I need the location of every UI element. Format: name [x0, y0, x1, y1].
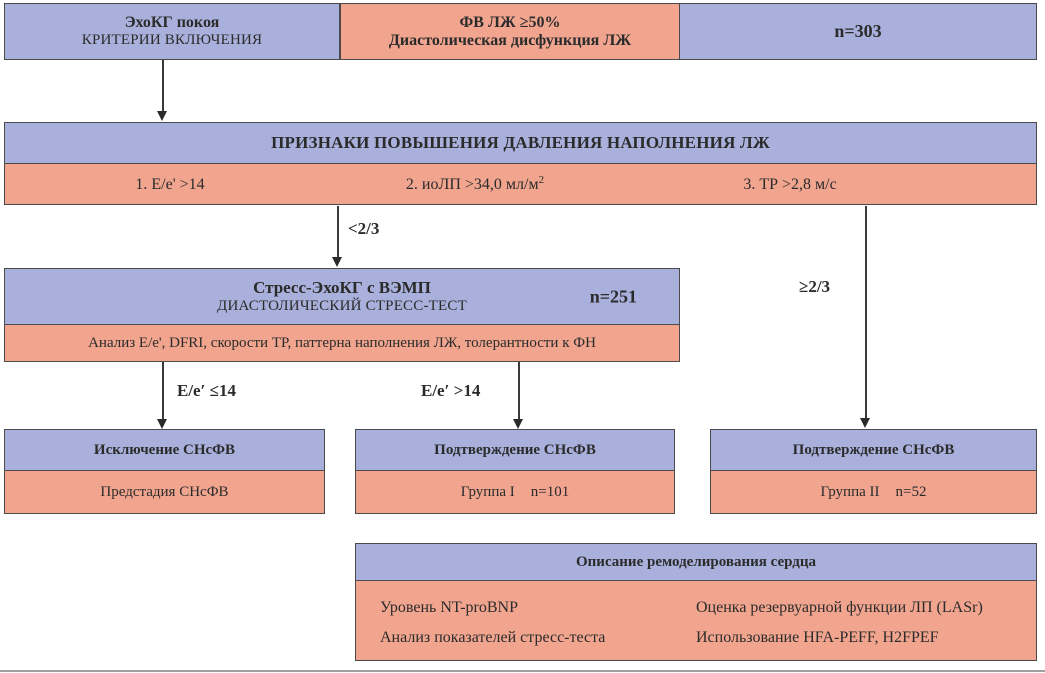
group2-header: Подтверждение СНсФВ [711, 430, 1036, 470]
stress-n-value: n=251 [589, 286, 637, 306]
inclusion-line2: КРИТЕРИИ ВКЛЮЧЕНИЯ [81, 32, 263, 48]
remodeling-item-stress-analysis: Анализ показателей стресс-теста [380, 629, 606, 646]
ef-line1: ФВ ЛЖ ≥50% [459, 13, 561, 31]
criterion-3: 3. ТР >2,8 м/с [743, 176, 837, 194]
ef-line2: Диастолическая дисфункция ЛЖ [388, 31, 632, 49]
label-ge23: ≥2/3 [799, 277, 831, 296]
box-filling-pressure-signs [4, 122, 1037, 205]
group1-header: Подтверждение СНсФВ [356, 430, 674, 470]
arrow-ge23-head [860, 418, 870, 428]
box-group2 [710, 429, 1037, 514]
box-n-total [679, 3, 1037, 60]
remodeling-item-lasr: Оценка резервуарной функции ЛП (LASr) [696, 599, 983, 616]
remodeling-title: Описание ремоделирования сердца [356, 544, 1036, 580]
arrow-le14-head [157, 419, 167, 429]
arrow-ge23-line [865, 206, 867, 419]
box-exclusion [4, 429, 325, 514]
box-stress-echo [4, 268, 680, 362]
bottom-divider [0, 670, 1045, 672]
arrow-inclusion-to-signs-head [157, 111, 167, 121]
inclusion-line1: ЭхоКГ покоя [124, 14, 220, 31]
box-remodeling [355, 543, 1037, 661]
exclusion-header: Исключение СНсФВ [5, 430, 324, 470]
group2-label: Группа II [820, 483, 880, 500]
stress-line2: ДИАСТОЛИЧЕСКИЙ СТРЕСС-ТЕСТ [217, 298, 467, 314]
criterion-1: 1. E/e' >14 [135, 176, 205, 194]
remodeling-item-scores: Использование HFA-PEFF, H2FPEF [696, 629, 939, 646]
remodeling-right-column [696, 593, 983, 653]
n-total-value: n=303 [834, 21, 882, 41]
box-group1 [355, 429, 675, 514]
criterion-2: 2. иоЛП >34,0 $мл/м^2$ [405, 173, 545, 194]
group1-label: Группа I [460, 483, 515, 500]
arrow-lt23-head [332, 257, 342, 267]
arrow-gt14-line [518, 362, 520, 421]
arrow-inclusion-to-signs-line [162, 60, 164, 112]
label-lt23: <2/3 [348, 219, 380, 238]
remodeling-item-ntprobnp: Уровень NT-proBNP [380, 599, 518, 616]
box-inclusion-criteria [4, 3, 340, 60]
remodeling-left-column [380, 593, 696, 653]
stress-analysis-text: Анализ E/e', DFRI, скорости ТР, паттерна наполнения ЛЖ, толерантности к ФН [5, 324, 679, 361]
box-ef-criteria [340, 3, 680, 60]
arrow-gt14-head [513, 419, 523, 429]
group2-n: n=52 [895, 483, 927, 500]
signs-title: ПРИЗНАКИ ПОВЫШЕНИЯ ДАВЛЕНИЯ НАПОЛНЕНИЯ ЛЖ [5, 123, 1036, 163]
label-ee-gt14: E/e′ >14 [421, 381, 481, 400]
label-ee-le14: E/e′ ≤14 [177, 381, 236, 400]
arrow-lt23-line [337, 206, 339, 258]
exclusion-body: Предстадия СНсФВ [5, 470, 324, 513]
group1-n: n=101 [530, 483, 570, 500]
stress-line1: Стресс-ЭхоКГ с ВЭМП [253, 278, 431, 297]
arrow-le14-line [162, 362, 164, 421]
